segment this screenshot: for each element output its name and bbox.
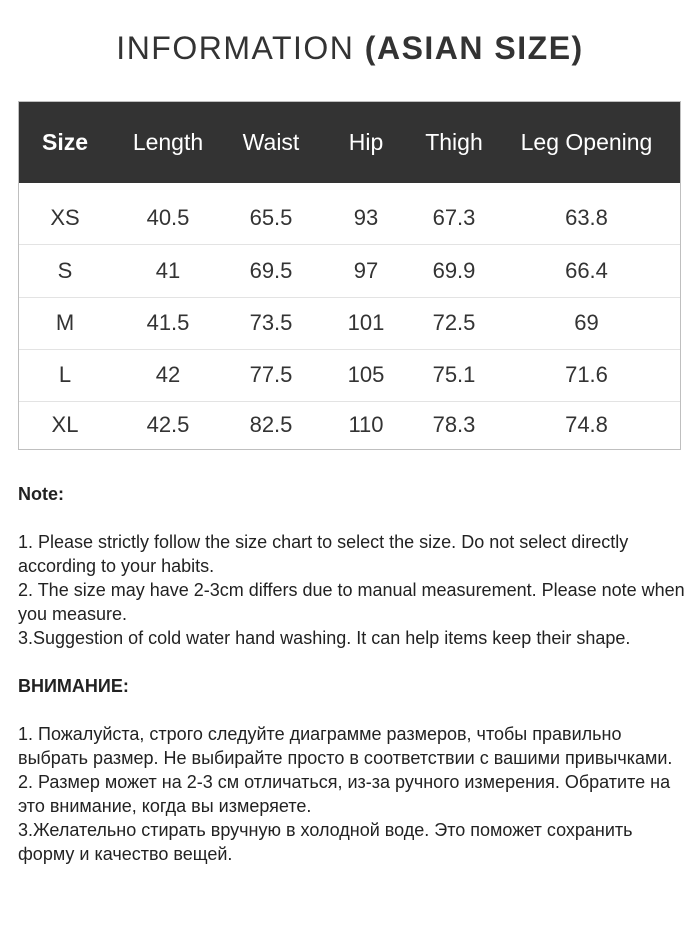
table-header bbox=[19, 102, 680, 183]
table-cell: 42.5 bbox=[146, 412, 190, 437]
table-cell: 69.5 bbox=[249, 258, 293, 283]
table-row bbox=[19, 297, 680, 350]
table-cell: 40.5 bbox=[146, 205, 190, 230]
header-waist: Waist bbox=[242, 129, 300, 155]
table-cell: 97 bbox=[353, 258, 379, 283]
header-length: Length bbox=[132, 129, 204, 155]
table-cell: XS bbox=[50, 205, 80, 230]
table-cell: 101 bbox=[347, 310, 385, 335]
note-ru-item-2: 2. Размер может на 2-3 см отличаться, из-за ручного измерения. Обратите на это внимание, когда вы измеряете. bbox=[18, 772, 671, 816]
table-cell: 41.5 bbox=[146, 310, 190, 335]
note-en-item-1: 1. Please strictly follow the size chart to select the size. Do not select directly according to your habits. bbox=[18, 532, 629, 576]
table-row bbox=[19, 192, 680, 245]
table-cell: S bbox=[57, 258, 73, 283]
size-table bbox=[18, 101, 681, 450]
notes-section bbox=[18, 482, 688, 866]
table-cell: 82.5 bbox=[249, 412, 293, 437]
table-cell: 74.8 bbox=[565, 412, 608, 437]
header-thigh: Thigh bbox=[425, 129, 483, 155]
table-cell: 72.5 bbox=[432, 310, 476, 335]
note-en-item-2: 2. The size may have 2-3cm differs due to manual measurement. Please note when you measure. bbox=[18, 580, 685, 624]
table-cell: 65.5 bbox=[249, 205, 293, 230]
table-cell: 73.5 bbox=[249, 310, 293, 335]
page-title bbox=[0, 30, 700, 67]
title-region: (ASIAN SIZE) bbox=[364, 30, 584, 66]
table-cell: 66.4 bbox=[565, 258, 608, 283]
table-cell: 41 bbox=[155, 258, 181, 283]
header-size: Size bbox=[41, 129, 89, 155]
table-cell: XL bbox=[51, 412, 79, 437]
table-cell: 63.8 bbox=[565, 205, 608, 230]
table-cell: 110 bbox=[348, 412, 384, 437]
header-hip: Hip bbox=[348, 129, 384, 155]
table-cell: L bbox=[58, 362, 72, 387]
table-cell: 69.9 bbox=[432, 258, 476, 283]
note-en-item-3: 3.Suggestion of cold water hand washing. It can help items keep their shape. bbox=[18, 628, 631, 648]
title-main: INFORMATION bbox=[116, 30, 355, 66]
table-cell: 78.3 bbox=[432, 412, 476, 437]
table-cell: M bbox=[55, 310, 75, 335]
table-cell: 67.3 bbox=[432, 205, 476, 230]
header-leg-opening: Leg Opening bbox=[520, 129, 653, 155]
table-row bbox=[19, 399, 680, 451]
note-ru-item-1: 1. Пожалуйста, строго следуйте диаграмме размеров, чтобы правильно выбрать размер. Не выбирайте просто в соответствии с вашими привычками. bbox=[18, 724, 673, 768]
table-row bbox=[19, 245, 680, 298]
note-heading-en: Note: bbox=[18, 484, 64, 504]
table-cell: 42 bbox=[155, 362, 181, 387]
table-cell: 77.5 bbox=[249, 362, 293, 387]
note-ru-item-3: 3.Желательно стирать вручную в холодной воде. Это поможет сохранить форму и качество вещей. bbox=[18, 820, 633, 864]
table-row bbox=[19, 349, 680, 402]
table-cell: 93 bbox=[353, 205, 379, 230]
note-heading-ru: ВНИМАНИЕ: bbox=[18, 676, 129, 696]
table-cell: 69 bbox=[574, 310, 599, 335]
table-cell: 105 bbox=[347, 362, 385, 387]
table-cell: 75.1 bbox=[432, 362, 476, 387]
table-cell: 71.6 bbox=[565, 362, 608, 387]
